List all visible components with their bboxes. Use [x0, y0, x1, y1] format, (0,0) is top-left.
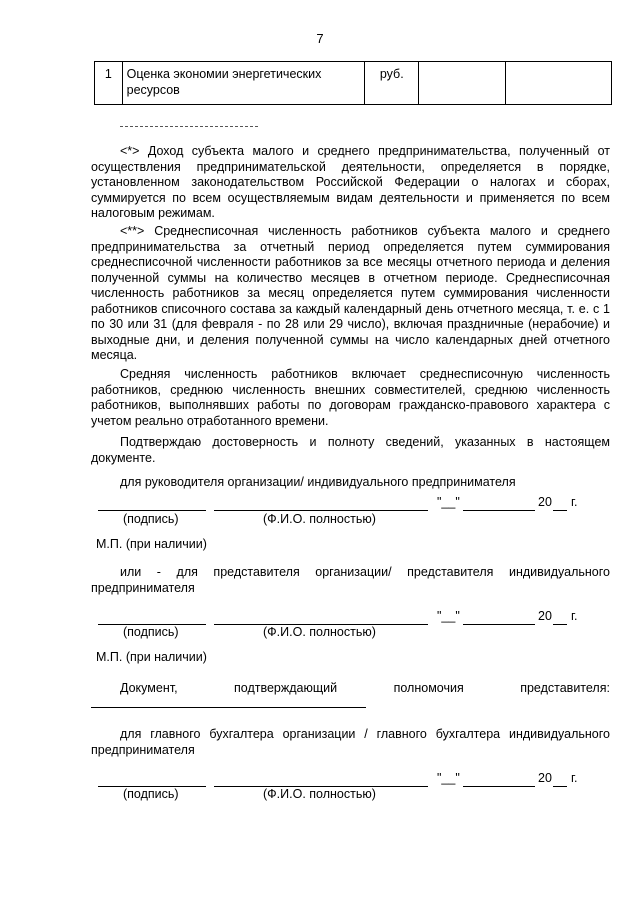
year-suffix: г.	[571, 771, 578, 785]
indicator-table	[94, 61, 612, 105]
year-line	[553, 786, 567, 787]
indicator-name-cell: Оценка экономии энергетических ресурсов	[122, 62, 364, 105]
fio-caption: (Ф.И.О. полностью)	[263, 625, 376, 639]
signature-caption: (подпись)	[123, 787, 179, 801]
unit-cell: руб.	[365, 62, 419, 105]
value-cell-2	[506, 62, 612, 105]
fio-caption: (Ф.И.О. полностью)	[263, 512, 376, 526]
footnote-employees: <**> Среднесписочная численность работников субъекта малого и среднего предпринимательства за отчетный период определяется путем суммирования среднесписочной численности работников за все месяцы отчетного периода и деления полученной суммы на количество месяцев в отчетном периоде. Среднесписочная численность работников за месяц определяется путем суммирования численности работников списочного состава за каждый календарный день отчетного месяца, т. е. с 1 по 30 или 31 (для февраля - по 28 или 29 число), включая праздничные (нерабочие) и выходные дни, и деления полученной суммы на число календарных дней отчетного месяца.	[91, 224, 610, 362]
authority-word: представителя:	[520, 681, 610, 695]
value-cell-1	[419, 62, 506, 105]
fio-line	[214, 510, 428, 511]
authority-document-line-blank	[91, 707, 366, 708]
signature-line	[98, 510, 206, 511]
authority-word: Документ,	[120, 681, 178, 695]
year-line	[553, 510, 567, 511]
stamp-label: М.П. (при наличии)	[96, 650, 207, 664]
year-suffix: г.	[571, 495, 578, 509]
year-line	[553, 624, 567, 625]
authority-word: подтверждающий	[234, 681, 338, 695]
representative-label: или - для представителя организации/ представителя индивидуального предпринимателя	[91, 565, 610, 595]
average-headcount-paragraph: Средняя численность работников включает среднесписочную численность работников, среднюю численность внешних совместителей, среднюю численность работников, выполнявших работы по договорам гражданско-правового характера с учетом реально отработанного времени.	[91, 367, 610, 428]
signature-caption: (подпись)	[123, 625, 179, 639]
year-prefix: 20	[538, 771, 552, 785]
year-suffix: г.	[571, 609, 578, 623]
confirmation-paragraph: Подтверждаю достоверность и полноту сведений, указанных в настоящем документе.	[91, 435, 610, 465]
year-prefix: 20	[538, 495, 552, 509]
authority-document-line	[91, 681, 610, 695]
year-prefix: 20	[538, 609, 552, 623]
date-day-quote: "__"	[437, 771, 460, 785]
footnote-income: <*> Доход субъекта малого и среднего предпринимательства, полученный от осуществления предпринимательской деятельности, определяется в порядке, установленном законодательством Российской Федерации о налогах и сборах, суммируется по всем осуществляемым видам деятельности и применяется по всем налоговым режимам.	[91, 144, 610, 220]
date-day-quote: "__"	[437, 495, 460, 509]
stamp-label: М.П. (при наличии)	[96, 537, 207, 551]
date-month-line	[463, 510, 535, 511]
signature-caption: (подпись)	[123, 512, 179, 526]
head-signature-label: для руководителя организации/ индивидуального предпринимателя	[120, 475, 516, 489]
date-day-quote: "__"	[437, 609, 460, 623]
footnote-separator	[120, 126, 258, 127]
date-month-line	[463, 624, 535, 625]
table-row	[95, 62, 612, 105]
page-number: 7	[316, 31, 324, 46]
authority-word: полномочия	[393, 681, 464, 695]
date-month-line	[463, 786, 535, 787]
row-number-cell: 1	[95, 62, 123, 105]
accountant-label: для главного бухгалтера организации / главного бухгалтера индивидуального предпринимателя	[91, 727, 610, 757]
fio-caption: (Ф.И.О. полностью)	[263, 787, 376, 801]
